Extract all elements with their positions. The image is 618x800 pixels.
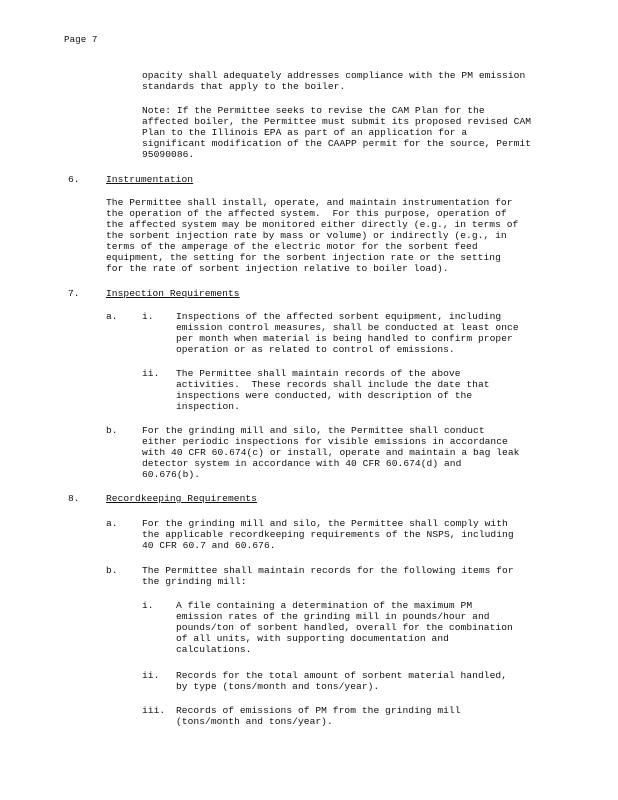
subitem-label: iii.	[142, 705, 166, 716]
page-number: Page 7	[64, 34, 98, 45]
section-heading: Instrumentation	[106, 174, 194, 185]
item-label: a.	[106, 311, 118, 322]
text-line: the affected system may be monitored either directly (e.g., in terms of	[106, 219, 519, 230]
text-line: opacity shall adequately addresses compliance with the PM emission	[142, 70, 526, 81]
section-number: 7.	[68, 288, 80, 299]
text-line: for the rate of sorbent injection relative to boiler load).	[106, 263, 449, 274]
text-line: Records for the total amount of sorbent material handled,	[176, 670, 508, 681]
text-line: the grinding mill:	[142, 576, 247, 587]
item-label: a.	[106, 518, 118, 529]
subitem-label: i.	[142, 311, 154, 322]
text-line: activities. These records shall include the date that	[176, 379, 490, 390]
text-line: operation or as related to control of emissions.	[176, 344, 455, 355]
subitem-label: ii.	[142, 368, 160, 379]
text-line: standards that apply to the boiler.	[142, 81, 346, 92]
section-number: 6.	[68, 174, 80, 185]
text-line: of all units, with supporting documentation and	[176, 633, 449, 644]
text-line: 40 CFR 60.7 and 60.676.	[142, 540, 276, 551]
text-line: equipment, the setting for the sorbent injection rate or the setting	[106, 252, 501, 263]
text-line: 60.676(b).	[142, 469, 201, 480]
section-heading: Recordkeeping Requirements	[106, 493, 257, 504]
text-line: Plan to the Illinois EPA as part of an application for a	[142, 127, 468, 138]
text-line: by type (tons/month and tons/year).	[176, 681, 380, 692]
subitem-label: ii.	[142, 670, 160, 681]
item-label: b.	[106, 565, 118, 576]
text-line: 95090086.	[142, 149, 195, 160]
text-line: the operation of the affected system. For this purpose, operation of	[106, 208, 507, 219]
text-line: the sorbent injection rate by mass or volume) or indirectly (e.g., in	[106, 230, 507, 241]
item-label: b.	[106, 425, 118, 436]
text-line: emission rates of the grinding mill in pounds/hour and	[176, 611, 490, 622]
text-line: either periodic inspections for visible emissions in accordance	[142, 436, 508, 447]
text-line: Note: If the Permittee seeks to revise the CAM Plan for the	[142, 105, 485, 116]
text-line: The Permittee shall maintain records of the above	[176, 368, 461, 379]
text-line: inspection.	[176, 401, 240, 412]
text-line: emission control measures, shall be conducted at least once	[176, 322, 519, 333]
text-line: Records of emissions of PM from the grinding mill	[176, 705, 461, 716]
text-line: For the grinding mill and silo, the Permittee shall comply with	[142, 518, 508, 529]
section-number: 8.	[68, 493, 80, 504]
text-line: A file containing a determination of the maximum PM	[176, 600, 473, 611]
subitem-label: i.	[142, 600, 154, 611]
text-line: (tons/month and tons/year).	[176, 716, 333, 727]
text-line: The Permittee shall install, operate, and maintain instrumentation for	[106, 197, 513, 208]
text-line: the applicable recordkeeping requirements of the NSPS, including	[142, 529, 514, 540]
text-line: inspections were conducted, with description of the	[176, 390, 473, 401]
text-line: pounds/ton of sorbent handled, overall for the combination	[176, 622, 513, 633]
text-line: Inspections of the affected sorbent equipment, including	[176, 311, 502, 322]
text-line: For the grinding mill and silo, the Permittee shall conduct	[142, 425, 485, 436]
text-line: per month when material is being handled to confirm proper	[176, 333, 513, 344]
text-line: calculations.	[176, 644, 252, 655]
text-line: with 40 CFR 60.674(c) or install, operate and maintain a bag leak	[142, 447, 520, 458]
text-line: detector system in accordance with 40 CFR 60.674(d) and	[142, 458, 462, 469]
text-line: terms of the amperage of the electric motor for the sorbent feed	[106, 241, 478, 252]
text-line: affected boiler, the Permittee must submit its proposed revised CAM	[142, 116, 532, 127]
text-line: The Permittee shall maintain records for the following items for	[142, 565, 514, 576]
section-heading: Inspection Requirements	[106, 288, 240, 299]
text-line: significant modification of the CAAPP permit for the source, Permit	[142, 138, 532, 149]
